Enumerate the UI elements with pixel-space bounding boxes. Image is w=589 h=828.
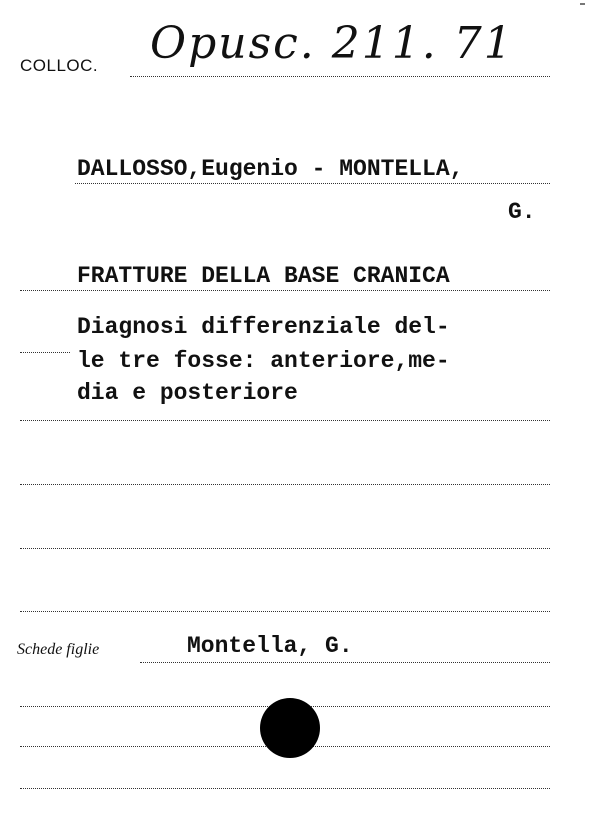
ruled-line	[20, 788, 550, 789]
subtitle-line-2: le tre fosse: anteriore,me-	[77, 348, 450, 374]
colloc-dotted-line	[130, 76, 550, 77]
authors-line-1: DALLOSSO,Eugenio - MONTELLA,	[77, 156, 464, 182]
title-dotted-line	[20, 290, 550, 291]
title-text: FRATTURE DELLA BASE CRANICA	[77, 263, 450, 289]
subtitle-line-1: Diagnosi differenziale del-	[77, 314, 450, 340]
schede-figlie-dotted-line	[140, 662, 550, 663]
punched-hole	[260, 698, 320, 758]
ruled-line	[20, 484, 550, 485]
ruled-line	[20, 420, 550, 421]
subtitle-line-3: dia e posteriore	[77, 380, 298, 406]
colloc-label: COLLOC.	[20, 56, 99, 75]
colloc-handwritten-shelfmark: Opusc. 211. 71	[150, 18, 514, 69]
schede-figlie-label: Schede figlie	[17, 641, 100, 658]
ruled-line	[20, 548, 550, 549]
ruled-line	[20, 611, 550, 612]
speck-mark	[580, 3, 585, 5]
subtitle-dotted-line	[20, 352, 70, 353]
authors-line-2: G.	[508, 199, 536, 225]
schede-figlie-value: Montella, G.	[187, 633, 353, 659]
authors-dotted-line	[75, 183, 550, 184]
